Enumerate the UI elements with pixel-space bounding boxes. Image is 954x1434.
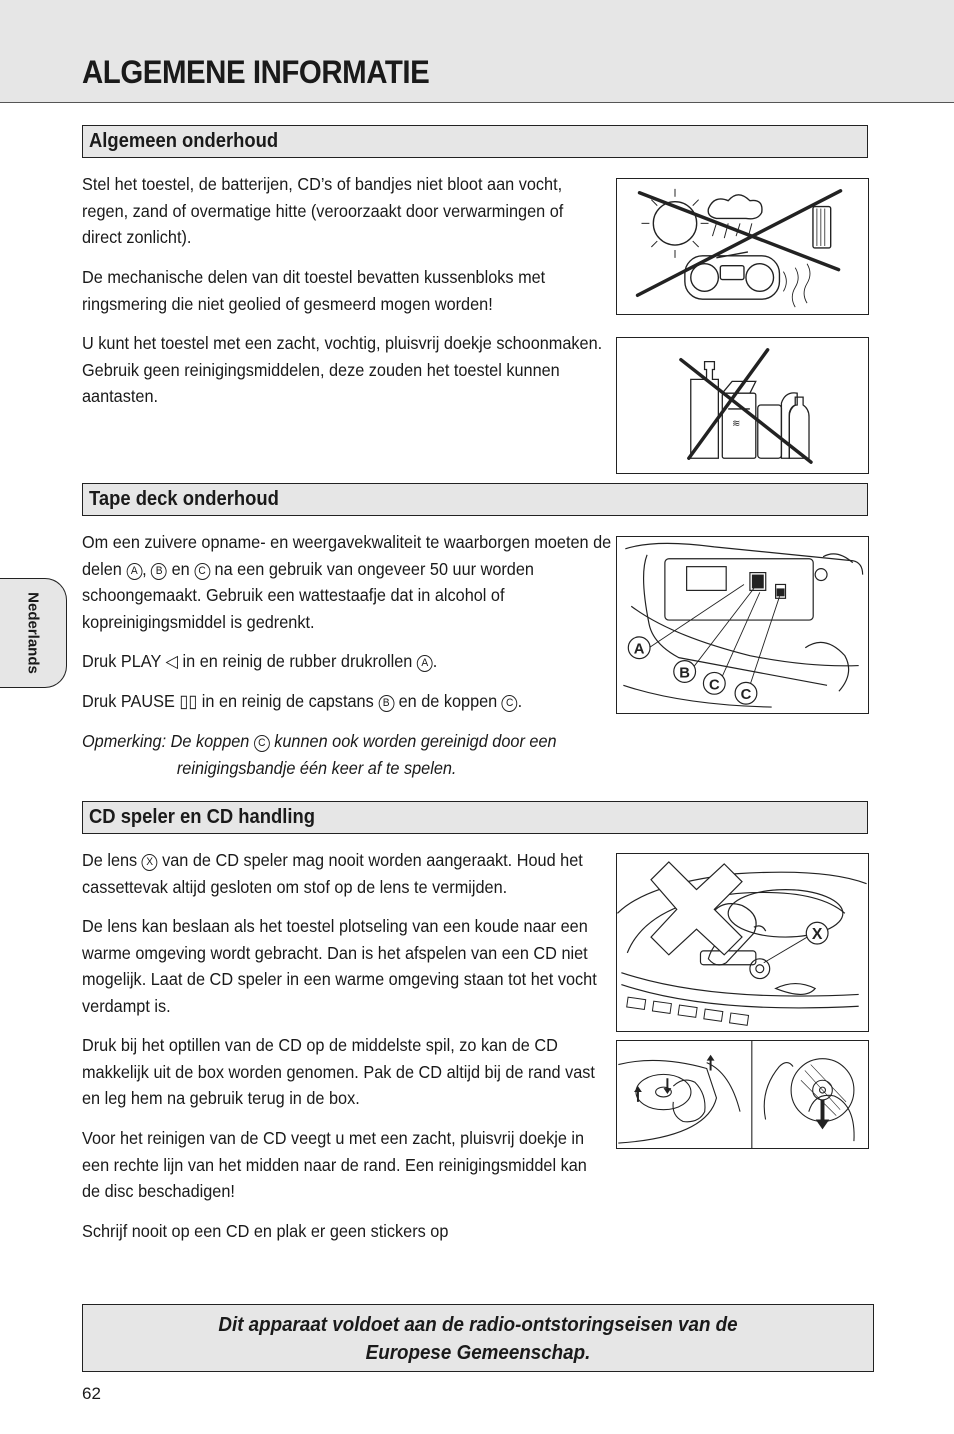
section-heading-text: CD speler en CD handling: [89, 806, 315, 828]
cd-handling-illustration: [617, 1041, 868, 1148]
cleaning-agents-illustration: [617, 338, 868, 473]
notice-line: Europese Gemeenschap.: [365, 1342, 591, 1364]
page-number: 62: [82, 1384, 101, 1403]
cd-lens-illustration: [617, 854, 868, 1031]
part-marker-a: A: [417, 655, 433, 672]
language-tab: [0, 578, 67, 688]
section-heading-maintenance: [82, 125, 868, 158]
page-title: ALGEMENE INFORMATIE: [82, 54, 430, 90]
figure-label-b: B: [679, 665, 691, 682]
figure-tape-deck: [616, 536, 869, 714]
text-run: De lens: [82, 850, 138, 870]
part-marker-b: B: [378, 695, 394, 712]
part-marker-c: C: [194, 563, 210, 580]
figure-label-c: C: [740, 687, 752, 704]
paragraph: Om een zuivere opname- en weergavekwaliteit te waarborgen moeten de delen A , B en C na een gebruik van ongeveer 50 uur worden schoongemaakt. Gebruik een wattestaafje dat in alcohol of kopreinigingsmiddel is gedrenkt.: [82, 532, 612, 632]
paragraph: U kunt het toestel met een zacht, vochtig, pluisvrij doekje schoonmaken. Gebruik geen reinigingsmiddelen, deze zouden het toestel kunnen aantasten.: [82, 333, 603, 406]
paragraph: Druk PAUSE ▯▯ in en reinig de capstans B en de koppen C .: [82, 691, 523, 711]
text-run: van de CD speler mag nooit worden aangeraakt. Houd het cassettevak altijd gesloten om stof op de lens te vermijden.: [82, 850, 583, 897]
part-marker-c: C: [502, 695, 518, 712]
figure-label-c: C: [708, 677, 720, 694]
paragraph: Voor het reinigen van de CD veegt u met een zacht, pluisvrij doekje in een rechte lijn van het midden naar de rand. Een reinigingsmiddel kan de disc beschadigen!: [82, 1128, 587, 1201]
text-run: en: [171, 558, 190, 579]
paragraph: Stel het toestel, de batterijen, CD’s of bandjes niet bloot aan vocht, regen, zand of overmatige hitte (veroorzaakt door verwarmingen of direct zonlicht).: [82, 174, 564, 247]
note-text: reinigingsbandje één keer af te spelen.: [176, 757, 457, 778]
figure-cd-handling: [616, 1040, 869, 1149]
section-heading-text: Algemeen onderhoud: [89, 130, 279, 152]
text-run: Druk PAUSE ▯▯ in en reinig de capstans: [82, 691, 374, 711]
paragraph: Schrijf nooit op een CD en plak er geen stickers op: [82, 1221, 449, 1241]
heat-moisture-illustration: [617, 179, 868, 314]
text-run: Om een zuivere opname- en weergavekwaliteit te waarborgen moeten de delen: [82, 532, 612, 579]
section-heading-tape-deck: [82, 483, 868, 516]
part-marker-a: A: [126, 563, 142, 580]
note-text: Opmerking: De koppen: [82, 731, 250, 751]
paragraph: De lens kan beslaan als het toestel plotseling van een koude naar een warme omgeving wordt gebracht. Dan is het afspelen van een CD niet mogelijk. Laat de CD speler in een warme omgeving staan tot het vocht verdampt is.: [82, 916, 597, 1016]
notice-line: Dit apparaat voldoet aan de radio-ontstoringseisen van de: [218, 1314, 738, 1336]
tape-deck-illustration: [617, 537, 868, 713]
svg-text:≋: ≋: [732, 418, 741, 430]
part-marker-b: B: [151, 563, 167, 580]
figure-label-a: A: [633, 641, 645, 658]
text-run: na een gebruik van ongeveer 50 uur worden schoongemaakt. Gebruik een wattestaafje dat in alcohol of kopreinigingsmiddel is gedrenkt.: [82, 558, 534, 632]
paragraph: De mechanische delen van dit toestel bevatten kussenbloks met ringsmering die niet geolied of gesmeerd mogen worden!: [82, 267, 546, 314]
language-tab-label: Nederlands: [24, 592, 42, 674]
section-heading-cd: [82, 801, 868, 834]
paragraph: Druk bij het optillen van de CD op de middelste spil, zo kan de CD makkelijk uit de box worden genomen. Pak de CD altijd bij de rand vast en leg hem na gebruik terug in de box.: [82, 1035, 595, 1108]
figure-no-cleaning-agents: [616, 337, 869, 474]
part-marker-c: C: [254, 735, 270, 752]
figure-label-x: X: [811, 926, 823, 944]
paragraph: [82, 847, 603, 900]
section-heading-text: Tape deck onderhoud: [89, 488, 279, 510]
compliance-notice: [82, 1304, 874, 1372]
text-run: en de koppen: [398, 691, 498, 711]
note: [82, 728, 603, 781]
figure-cd-lens: [616, 853, 869, 1032]
lens-marker: X: [142, 854, 158, 871]
text-run: Druk PLAY ◁ in en reinig de rubber drukrollen: [82, 651, 413, 671]
note-text: kunnen ook worden gereinigd door een: [274, 731, 557, 751]
figure-no-heat-moisture: [616, 178, 869, 315]
paragraph: Druk PLAY ◁ in en reinig de rubber drukrollen A .: [82, 651, 438, 671]
